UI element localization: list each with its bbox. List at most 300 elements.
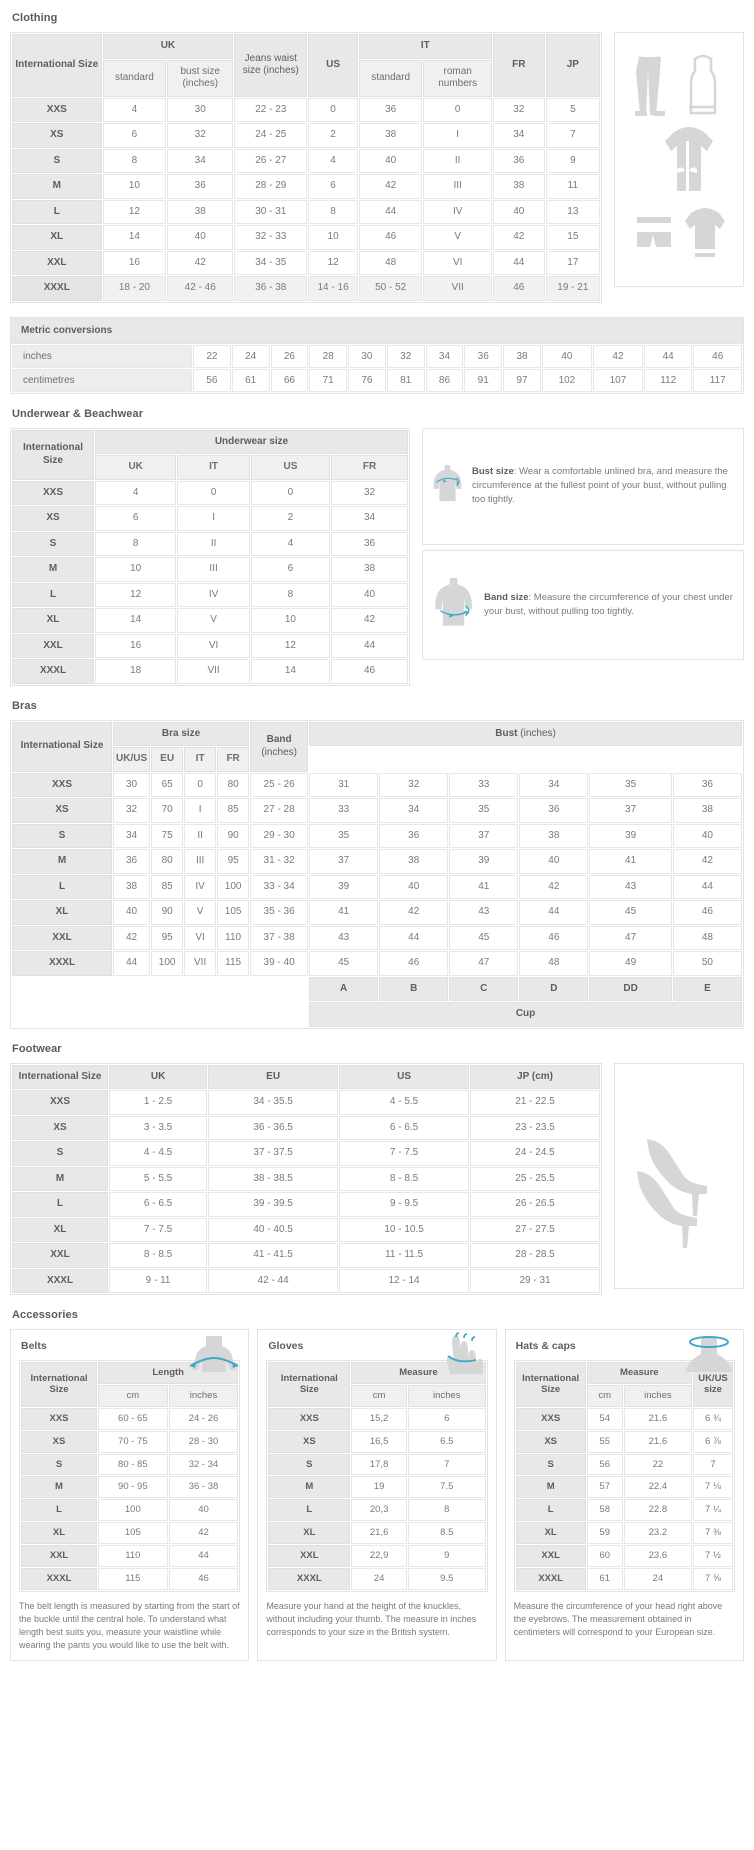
col-jeans: Jeans waist size (inches) (234, 34, 307, 97)
cell-eu: 80 (151, 849, 183, 874)
cell-it: I (184, 798, 216, 823)
cell-cm: 115 (98, 1568, 168, 1590)
row-size: XXXL (268, 1568, 350, 1590)
col-international-size: International Size (12, 430, 94, 480)
cell-ukus: 7 ¼ (693, 1499, 733, 1521)
belts-table-body (21, 1408, 238, 1590)
underwear-table-head (12, 430, 408, 480)
table-row (12, 583, 408, 608)
cell-inches: 23.2 (624, 1522, 692, 1544)
col-uk-bust: bust size (inches) (167, 60, 233, 97)
row-size: L (12, 875, 112, 900)
cell-ukus: 6 ¾ (693, 1408, 733, 1430)
cell-band: 27 - 28 (250, 798, 308, 823)
row-size: M (268, 1476, 350, 1498)
metric-cell: 24 (232, 345, 270, 368)
cell-it: V (184, 900, 216, 925)
cell-cm: 60 - 65 (98, 1408, 168, 1430)
section-title-bras: Bras (12, 699, 37, 712)
cell-bust: 44 (519, 900, 588, 925)
col-uk: UK (103, 34, 234, 59)
cell-inches: 21.6 (624, 1408, 692, 1430)
cell-jp: 28 - 28.5 (470, 1243, 600, 1268)
cell-jeans: 30 - 31 (234, 200, 307, 225)
cell-jeans: 22 - 23 (234, 98, 307, 123)
metric-cell: 112 (644, 369, 692, 392)
col-international-size: International Size (268, 1362, 350, 1407)
cell-jp: 25 - 25.5 (470, 1167, 600, 1192)
table-header-row (12, 430, 408, 455)
cell-cm: 22,9 (351, 1545, 407, 1567)
table-row (12, 1090, 600, 1115)
cell-cm: 59 (587, 1522, 623, 1544)
cell-eu: 34 - 35.5 (208, 1090, 338, 1115)
cell-fr: 85 (217, 798, 249, 823)
cell-jp: 15 (546, 225, 600, 250)
cell-us: 7 - 7.5 (339, 1141, 469, 1166)
high-heel-shoes-icon (627, 1101, 731, 1251)
cell-cm: 20,3 (351, 1499, 407, 1521)
table-row (516, 1431, 733, 1453)
col-international-size: International Size (21, 1362, 97, 1407)
cell-us: 4 - 5.5 (339, 1090, 469, 1115)
cell-inches: 6 (408, 1408, 486, 1430)
col-bust (309, 722, 742, 747)
hats-card (505, 1329, 744, 1661)
metric-cell: 66 (271, 369, 309, 392)
cell-it-rom: VI (423, 251, 491, 276)
cell-uk: 3 - 3.5 (109, 1116, 207, 1141)
cell-eu: 75 (151, 824, 183, 849)
col-band-unit: (inches) (261, 746, 297, 758)
cell-cm: 19 (351, 1476, 407, 1498)
table-row (21, 1476, 238, 1498)
cell-fr: 110 (217, 926, 249, 951)
cell-ukus: 7 ⅜ (693, 1522, 733, 1544)
cell-jeans: 28 - 29 (234, 174, 307, 199)
cell-uk-bust: 38 (167, 200, 233, 225)
cell-bust: 34 (379, 798, 448, 823)
cell-it: 0 (177, 481, 250, 506)
cell-uk-std: 10 (103, 174, 167, 199)
row-size: XL (12, 225, 102, 250)
cell-fr: 32 (331, 481, 408, 506)
table-row (12, 251, 600, 276)
row-size: XXL (268, 1545, 350, 1567)
cell-inches: 22 (624, 1454, 692, 1476)
row-size: L (12, 1192, 108, 1217)
cell-fr: 100 (217, 875, 249, 900)
cell-bust: 39 (589, 824, 671, 849)
cell-bust: 33 (449, 773, 518, 798)
metric-cell: 22 (193, 345, 231, 368)
cell-bust: 39 (309, 875, 378, 900)
hat-measure-icon (681, 1332, 737, 1377)
metric-cell: 97 (503, 369, 541, 392)
table-row (12, 875, 742, 900)
cell-cm: 17,8 (351, 1454, 407, 1476)
bust-size-text (472, 465, 737, 506)
cell-uk: 8 - 8.5 (109, 1243, 207, 1268)
cup-label: Cup (309, 1002, 742, 1027)
table-row (21, 1431, 238, 1453)
cell-uk-bust: 40 (167, 225, 233, 250)
cell-bust: 40 (519, 849, 588, 874)
row-size: S (12, 532, 94, 557)
section-title-underwear: Underwear & Beachwear (12, 407, 144, 420)
table-row (516, 1476, 733, 1498)
cell-it: III (177, 557, 250, 582)
metric-cell: 102 (542, 369, 592, 392)
table-row (12, 900, 742, 925)
table-row (12, 1167, 600, 1192)
table-header-row (12, 722, 742, 747)
col-cm: cm (98, 1385, 168, 1407)
cell-us: 14 (251, 659, 330, 684)
cell-cm: 61 (587, 1568, 623, 1590)
cell-jeans: 34 - 35 (234, 251, 307, 276)
table-row (21, 1545, 238, 1567)
cell-cm: 90 - 95 (98, 1476, 168, 1498)
cell-bust: 36 (519, 798, 588, 823)
cell-bust: 50 (673, 951, 742, 976)
cell-fr: 34 (331, 506, 408, 531)
col-cm: cm (351, 1385, 407, 1407)
row-size: XXS (268, 1408, 350, 1430)
cell-fr: 80 (217, 773, 249, 798)
cell-eu: 70 (151, 798, 183, 823)
table-row (21, 1568, 238, 1590)
row-size: XXS (12, 481, 94, 506)
cell-fr: 46 (331, 659, 408, 684)
cell-eu: 85 (151, 875, 183, 900)
cell-fr: 40 (331, 583, 408, 608)
cell-uk: 14 (95, 608, 176, 633)
cell-cm: 21,6 (351, 1522, 407, 1544)
cell-us: 8 - 8.5 (339, 1167, 469, 1192)
metric-cell: 34 (426, 345, 464, 368)
cell-us: 10 (251, 608, 330, 633)
cell-band: 39 - 40 (250, 951, 308, 976)
cell-cm: 70 - 75 (98, 1431, 168, 1453)
row-size: XL (21, 1522, 97, 1544)
cell-uk-std: 8 (103, 149, 167, 174)
cell-band: 35 - 36 (250, 900, 308, 925)
table-row (12, 824, 742, 849)
col-international-size: International Size (12, 1065, 108, 1090)
cell-it: II (184, 824, 216, 849)
cell-ukus: 7 ⅝ (693, 1568, 733, 1590)
cell-eu: 42 - 44 (208, 1269, 338, 1294)
cell-bust: 47 (449, 951, 518, 976)
col-it-standard: standard (359, 60, 423, 97)
row-size: S (516, 1454, 586, 1476)
row-size: XXXL (516, 1568, 586, 1590)
col-uk: UK (109, 1065, 207, 1090)
row-size: S (21, 1454, 97, 1476)
cell-ukus: 7 (693, 1454, 733, 1476)
cell-cm: 16,5 (351, 1431, 407, 1453)
cell-jp: 21 - 22.5 (470, 1090, 600, 1115)
table-subheader-row (12, 747, 742, 772)
metric-cell: 86 (426, 369, 464, 392)
blank-cell (12, 1002, 308, 1027)
table-row (516, 1499, 733, 1521)
cell-uk-std: 14 (103, 225, 167, 250)
metric-cell: 61 (232, 369, 270, 392)
cell-uk-bust: 30 (167, 98, 233, 123)
cell-eu: 65 (151, 773, 183, 798)
cell-inches: 7 (408, 1454, 486, 1476)
table-row (516, 1545, 733, 1567)
cell-uk: 8 (95, 532, 176, 557)
table-row (12, 200, 600, 225)
cell-bust: 48 (519, 951, 588, 976)
table-row (12, 798, 742, 823)
cell-bust: 41 (309, 900, 378, 925)
cell-it: 0 (184, 773, 216, 798)
cup-letter: C (449, 977, 518, 1002)
table-row (12, 174, 600, 199)
cell-inches: 21.6 (624, 1431, 692, 1453)
table-row (12, 1218, 600, 1243)
cell-bust: 33 (309, 798, 378, 823)
cell-it-rom: I (423, 123, 491, 148)
cell-us: 4 (251, 532, 330, 557)
row-size: XS (12, 798, 112, 823)
row-size: XXL (21, 1545, 97, 1567)
cell-inches: 23.6 (624, 1545, 692, 1567)
col-it-roman: roman numbers (423, 60, 491, 97)
row-size: XL (516, 1522, 586, 1544)
clothing-table (10, 32, 602, 303)
col-us: US (339, 1065, 469, 1090)
col-international-size: International Size (12, 34, 102, 97)
cell-cm: 55 (587, 1431, 623, 1453)
metric-cell: 44 (644, 345, 692, 368)
cell-cm: 80 - 85 (98, 1454, 168, 1476)
cup-letter: D (519, 977, 588, 1002)
col-inches: inches (624, 1385, 692, 1407)
measurement-info-panels (422, 428, 744, 660)
cell-eu: 90 (151, 900, 183, 925)
cell-it-std: 42 (359, 174, 423, 199)
metric-cell: 107 (593, 369, 643, 392)
cell-bust: 46 (379, 951, 448, 976)
cell-us: 9 - 9.5 (339, 1192, 469, 1217)
cell-fr: 46 (493, 276, 545, 301)
row-size: XL (12, 608, 94, 633)
band-size-text (484, 591, 737, 619)
cell-bust: 41 (449, 875, 518, 900)
metric-cell: 40 (542, 345, 592, 368)
cell-ukus: 40 (113, 900, 150, 925)
cell-jp: 27 - 27.5 (470, 1218, 600, 1243)
table-row (12, 506, 408, 531)
cell-it-rom: V (423, 225, 491, 250)
clothing-illustration (614, 32, 744, 287)
cell-inches: 28 - 30 (169, 1431, 239, 1453)
cell-bust: 45 (449, 926, 518, 951)
table-row (268, 1568, 485, 1590)
table-row (12, 1116, 600, 1141)
cell-it: V (177, 608, 250, 633)
clothing-table-body (12, 98, 600, 301)
clothing-table-head (12, 34, 600, 97)
cell-bust: 39 (449, 849, 518, 874)
cell-bust: 40 (673, 824, 742, 849)
cell-bust: 34 (519, 773, 588, 798)
row-size: XXL (12, 634, 94, 659)
row-size: XXS (21, 1408, 97, 1430)
bras-table (10, 720, 744, 1029)
row-size: XXL (12, 926, 112, 951)
metric-conversions-table (10, 343, 744, 394)
cell-cm: 24 (351, 1568, 407, 1590)
table-row (516, 1454, 733, 1476)
cell-cm: 105 (98, 1522, 168, 1544)
cell-ukus: 38 (113, 875, 150, 900)
col-ukus-size: UK/US size (693, 1362, 733, 1407)
table-row (12, 634, 408, 659)
gloves-table-body (268, 1408, 485, 1590)
bust-size-desc: : Wear a comfortable unlined bra, and measure the circumference at the fullest point of your bust, without pulling too tightly. (472, 466, 728, 505)
col-bust-label: Bust (495, 727, 518, 739)
cell-bust: 49 (589, 951, 671, 976)
cell-inches: 8 (408, 1499, 486, 1521)
cell-jp: 17 (546, 251, 600, 276)
cell-fr: 38 (493, 174, 545, 199)
cell-jp: 19 - 21 (546, 276, 600, 301)
cell-cm: 56 (587, 1454, 623, 1476)
band-size-info (422, 550, 744, 660)
cell-uk-std: 4 (103, 98, 167, 123)
cell-jeans: 26 - 27 (234, 149, 307, 174)
footwear-table (10, 1063, 602, 1296)
cell-us: 12 - 14 (339, 1269, 469, 1294)
table-row (12, 608, 408, 633)
cell-uk-std: 12 (103, 200, 167, 225)
cell-it: VI (184, 926, 216, 951)
metric-inches-label: inches (12, 345, 192, 368)
cell-ukus: 44 (113, 951, 150, 976)
cell-fr: 40 (493, 200, 545, 225)
cell-fr: 90 (217, 824, 249, 849)
cell-it-std: 40 (359, 149, 423, 174)
cell-fr: 34 (493, 123, 545, 148)
cell-band: 29 - 30 (250, 824, 308, 849)
metric-cell: 30 (348, 345, 386, 368)
cell-band: 31 - 32 (250, 849, 308, 874)
cell-uk-bust: 34 (167, 149, 233, 174)
underwear-table-body (12, 481, 408, 684)
cell-inches: 44 (169, 1545, 239, 1567)
col-uk: UK (95, 455, 176, 480)
cell-bust: 43 (449, 900, 518, 925)
cell-jeans: 36 - 38 (234, 276, 307, 301)
col-inches: inches (408, 1385, 486, 1407)
cell-uk-bust: 36 (167, 174, 233, 199)
metric-cm-label: centimetres (12, 369, 192, 392)
cell-bust: 42 (379, 900, 448, 925)
cell-us: 8 (308, 200, 358, 225)
cell-uk-bust: 32 (167, 123, 233, 148)
table-row (12, 225, 600, 250)
cell-fr: 115 (217, 951, 249, 976)
cell-jp: 9 (546, 149, 600, 174)
row-size: XXL (12, 251, 102, 276)
belts-note: The belt length is measured by starting from the start of the buckle until the central hole. To understand what length best suits you, measure your waistline while wearing the pants you would like to use the belt with. (19, 1600, 240, 1650)
cell-it-std: 38 (359, 123, 423, 148)
table-row (12, 659, 408, 684)
metric-conversions-title: Metric conversions (10, 317, 744, 343)
section-title-clothing: Clothing (12, 12, 58, 24)
row-size: XXS (12, 1090, 108, 1115)
table-row (268, 1431, 485, 1453)
cup-label-row (12, 1002, 742, 1027)
belts-card (10, 1329, 249, 1661)
table-header-row (12, 34, 600, 59)
cell-band: 25 - 26 (250, 773, 308, 798)
bust-size-title: Bust size (472, 466, 514, 478)
table-row (268, 1476, 485, 1498)
cell-bust: 36 (673, 773, 742, 798)
row-size: M (12, 849, 112, 874)
cell-eu: 100 (151, 951, 183, 976)
accessories-row (10, 1329, 744, 1661)
cell-uk: 6 - 6.5 (109, 1192, 207, 1217)
metric-cell: 42 (593, 345, 643, 368)
cell-uk: 4 - 4.5 (109, 1141, 207, 1166)
hats-title: Hats & caps (515, 1340, 576, 1352)
metric-cell: 91 (464, 369, 502, 392)
cell-bust: 31 (309, 773, 378, 798)
cell-it: IV (177, 583, 250, 608)
bras-table-head (12, 722, 742, 772)
cell-bust: 43 (589, 875, 671, 900)
col-measure: Measure (587, 1362, 692, 1384)
cell-it: III (184, 849, 216, 874)
cell-eu: 41 - 41.5 (208, 1243, 338, 1268)
table-row (12, 98, 600, 123)
cell-cm: 58 (587, 1499, 623, 1521)
table-row (516, 1568, 733, 1590)
cell-jp: 23 - 23.5 (470, 1116, 600, 1141)
cell-cm: 54 (587, 1408, 623, 1430)
cell-eu: 95 (151, 926, 183, 951)
cell-it: VII (184, 951, 216, 976)
metric-cell: 26 (271, 345, 309, 368)
cell-bust: 44 (673, 875, 742, 900)
cell-ukus: 34 (113, 824, 150, 849)
cell-inches: 24 - 26 (169, 1408, 239, 1430)
belts-table (19, 1360, 240, 1592)
table-row (516, 1522, 733, 1544)
row-size: L (12, 200, 102, 225)
col-it: IT (359, 34, 492, 59)
cell-fr: 95 (217, 849, 249, 874)
cell-bust: 37 (449, 824, 518, 849)
cell-it-rom: VII (423, 276, 491, 301)
col-eu: EU (151, 747, 183, 772)
cell-us: 14 - 16 (308, 276, 358, 301)
table-row (12, 951, 742, 976)
cell-eu: 37 - 37.5 (208, 1141, 338, 1166)
cell-bust: 46 (519, 926, 588, 951)
cell-us: 6 (251, 557, 330, 582)
cell-bust: 42 (673, 849, 742, 874)
cell-inches: 22.4 (624, 1476, 692, 1498)
